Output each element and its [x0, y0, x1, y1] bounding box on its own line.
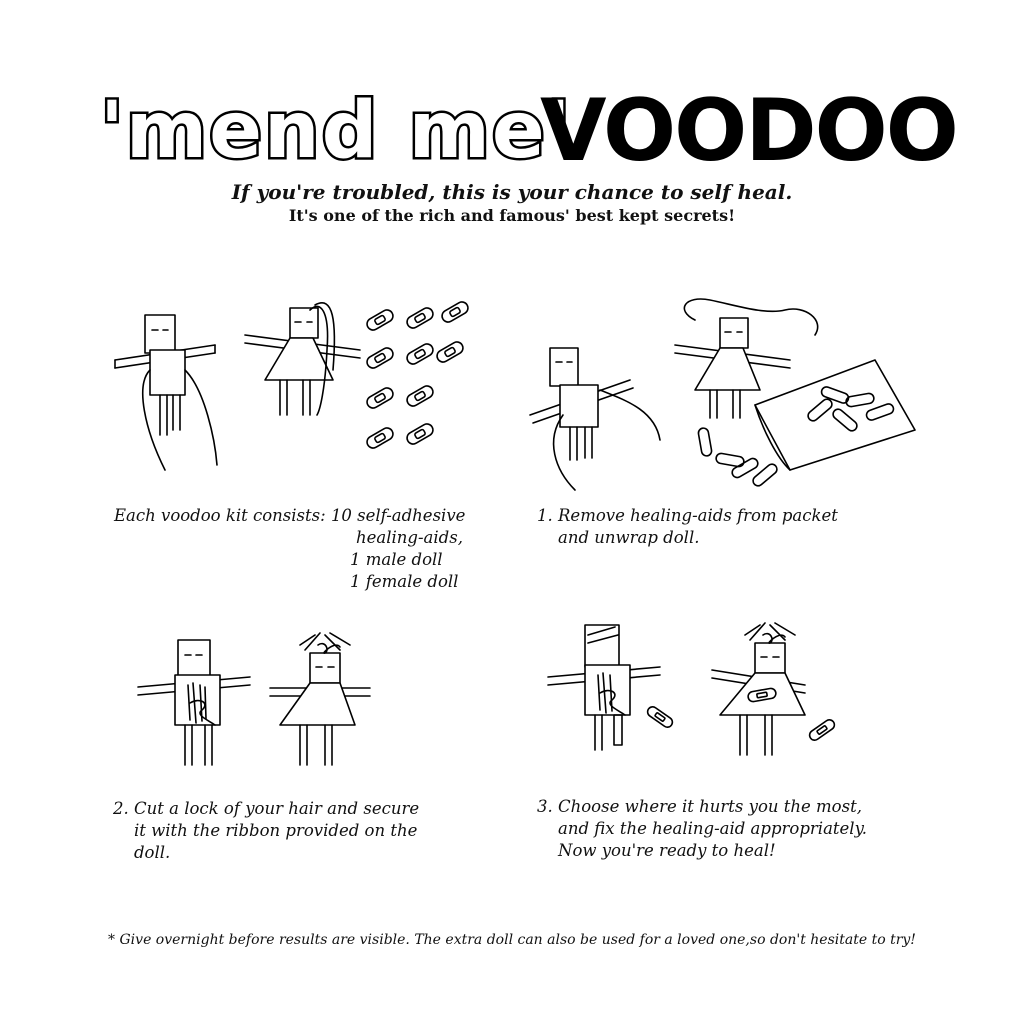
step-text: and fix the healing-aid appropriately.	[558, 819, 867, 838]
step-2-illustration	[130, 625, 370, 775]
male-doll-icon	[530, 348, 660, 490]
male-doll-icon	[548, 625, 660, 750]
female-doll-icon	[245, 303, 360, 415]
female-doll-icon	[712, 623, 805, 755]
step-text: Now you're ready to heal!	[558, 841, 776, 860]
kit-item: 1 female doll	[350, 572, 459, 591]
subtitle: If you're troubled, this is your chance to self heal.	[231, 180, 793, 204]
step-3-illustration	[540, 615, 850, 765]
tagline: It's one of the rich and famous' best kept secrets!	[288, 206, 736, 225]
male-doll-icon	[115, 315, 217, 470]
packet-icon	[755, 360, 915, 470]
step-line	[113, 798, 419, 820]
step-number: 1.	[537, 506, 553, 525]
step-text: Choose where it hurts you the most,	[558, 797, 862, 816]
kit-first-line	[114, 505, 465, 527]
footnote: * Give overnight before results are visible. The extra doll can also be used for a loved one,so don't hesitate to try!	[108, 932, 916, 948]
page-title	[0, 62, 1024, 182]
step-line	[537, 796, 867, 818]
kit-label: Each voodoo kit consists:	[114, 506, 326, 525]
step-line	[537, 505, 838, 527]
female-doll-icon	[270, 633, 370, 765]
step-text: doll.	[134, 843, 171, 862]
kit-item: 1 male doll	[350, 550, 443, 569]
step-text: it with the ribbon provided on the	[134, 821, 418, 840]
step-text: Cut a lock of your hair and secure	[134, 799, 420, 818]
step-number: 3.	[537, 797, 553, 816]
kit-contents-caption	[114, 505, 465, 593]
step-3-caption	[537, 796, 867, 862]
step-text: Remove healing-aids from packet	[558, 506, 838, 525]
healing-aids-icon	[365, 300, 470, 450]
kit-contents-illustration	[105, 290, 505, 480]
step-1-caption	[537, 505, 838, 549]
step-1-illustration	[525, 290, 925, 500]
title-voodoo: VOODOO	[540, 81, 957, 181]
kit-item: healing-aids,	[356, 528, 463, 547]
male-doll-icon	[138, 640, 250, 765]
kit-item: 10 self-adhesive	[330, 506, 466, 525]
step-2-caption	[113, 798, 419, 864]
step-text: and unwrap doll.	[558, 528, 700, 547]
title-mend-me: 'mend me'	[100, 86, 573, 176]
step-number: 2.	[113, 799, 129, 818]
